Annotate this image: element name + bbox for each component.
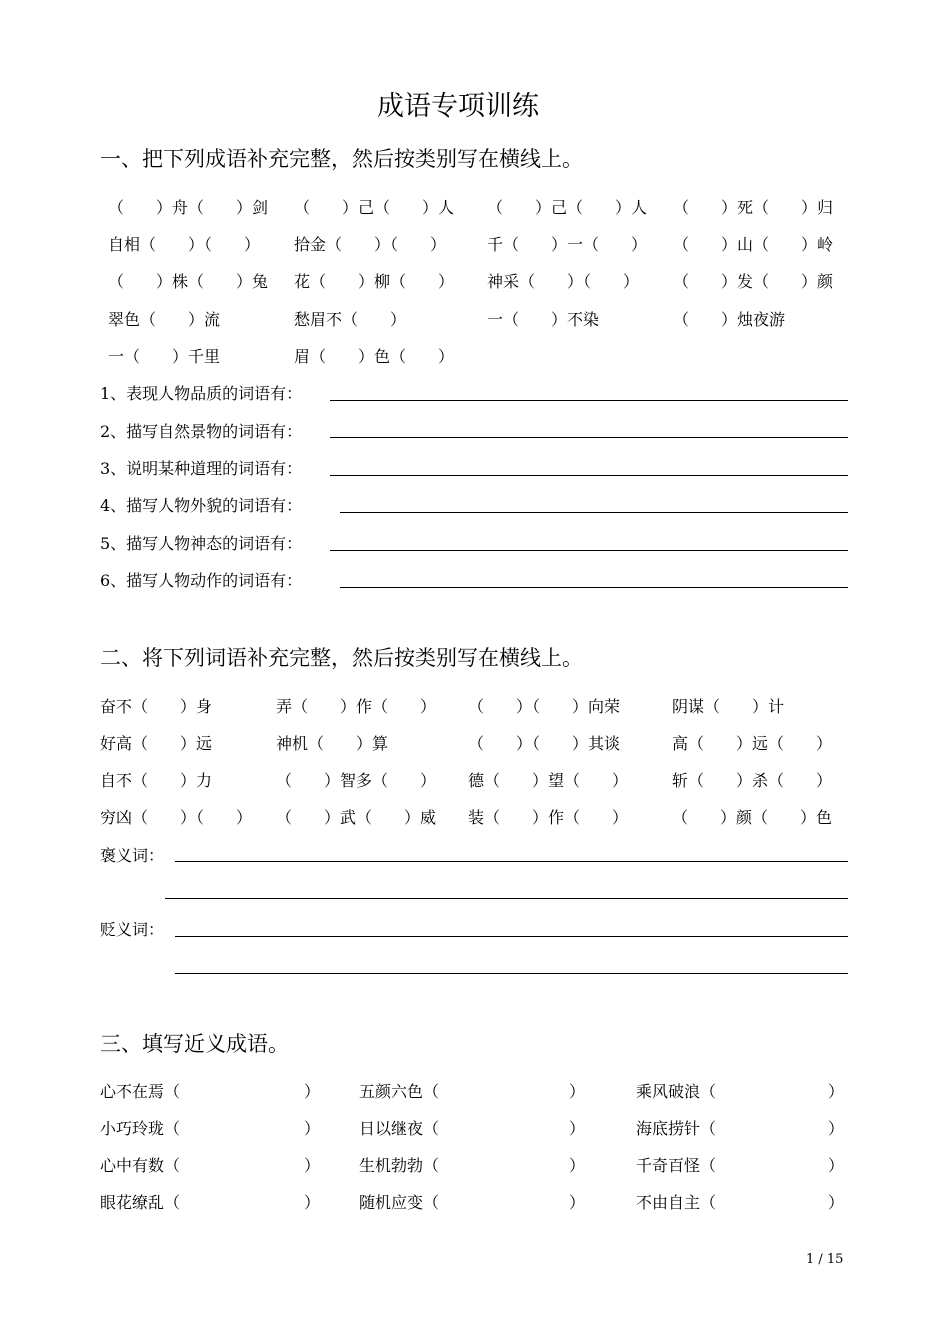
- idiom-blank: （ ）（ ）其谈: [468, 734, 621, 753]
- idiom-blank: 一（ ）千里: [108, 347, 221, 366]
- category-label: 5、描写人物神态的词语有：: [100, 534, 303, 553]
- synonym-prompt: 海底捞针（: [636, 1119, 717, 1138]
- close-paren: ）: [304, 1082, 321, 1101]
- category-label: 6、描写人物动作的词语有：: [100, 571, 303, 590]
- idiom-blank: 好高（ ）远: [100, 734, 213, 753]
- synonym-prompt: 生机勃勃（: [359, 1156, 440, 1175]
- idiom-blank: 眉（ ）色（ ）: [294, 347, 455, 366]
- synonym-prompt: 不由自主（: [636, 1193, 717, 1212]
- answer-line[interactable]: [330, 437, 848, 438]
- idiom-blank: 斩（ ）杀（ ）: [672, 771, 833, 790]
- category-label: 3、说明某种道理的词语有：: [100, 459, 303, 478]
- idiom-blank: 高（ ）远（ ）: [672, 734, 833, 753]
- idiom-blank: 神机（ ）算: [276, 734, 389, 753]
- idiom-blank: 千（ ）一（ ）: [487, 235, 648, 254]
- idiom-blank: 愁眉不（ ）: [294, 310, 407, 329]
- idiom-blank: 自不（ ）力: [100, 771, 213, 790]
- synonym-prompt: 千奇百怪（: [636, 1156, 717, 1175]
- synonym-prompt: 眼花缭乱（: [100, 1193, 181, 1212]
- category-label: 1、表现人物品质的词语有：: [100, 384, 303, 403]
- section-1-heading: 一、把下列成语补充完整，然后按类别写在横线上。: [100, 147, 583, 171]
- answer-line[interactable]: [175, 973, 848, 974]
- synonym-prompt: 乘风破浪（: [636, 1082, 717, 1101]
- idiom-blank: （ ）株（ ）兔: [108, 272, 269, 291]
- section-2-heading: 二、将下列词语补充完整，然后按类别写在横线上。: [100, 646, 583, 670]
- synonym-prompt: 心不在焉（: [100, 1082, 181, 1101]
- idiom-blank: 奋不（ ）身: [100, 697, 213, 716]
- page-number: 1 / 15: [806, 1252, 844, 1267]
- answer-line[interactable]: [340, 587, 848, 588]
- idiom-blank: 装（ ）作（ ）: [468, 808, 629, 827]
- close-paren: ）: [569, 1193, 586, 1212]
- close-paren: ）: [828, 1082, 845, 1101]
- idiom-blank: （ ）死（ ）归: [673, 198, 834, 217]
- idiom-blank: 翠色（ ）流: [108, 310, 221, 329]
- answer-line[interactable]: [330, 475, 848, 476]
- section-3-heading: 三、填写近义成语。: [100, 1032, 289, 1056]
- synonym-prompt: 随机应变（: [359, 1193, 440, 1212]
- idiom-blank: （ ）舟（ ）剑: [108, 198, 269, 217]
- idiom-blank: （ ）发（ ）颜: [673, 272, 834, 291]
- answer-line[interactable]: [175, 936, 848, 937]
- close-paren: ）: [828, 1119, 845, 1138]
- synonym-prompt: 小巧玲珑（: [100, 1119, 181, 1138]
- answer-line[interactable]: [175, 861, 848, 862]
- answer-line[interactable]: [330, 550, 848, 551]
- idiom-blank: 拾金（ ）（ ）: [294, 235, 447, 254]
- close-paren: ）: [569, 1156, 586, 1175]
- page-title: 成语专项训练: [377, 91, 539, 122]
- close-paren: ）: [304, 1119, 321, 1138]
- close-paren: ）: [569, 1119, 586, 1138]
- synonym-prompt: 日以继夜（: [359, 1119, 440, 1138]
- close-paren: ）: [828, 1193, 845, 1212]
- close-paren: ）: [304, 1193, 321, 1212]
- idiom-blank: （ ）颜（ ）色: [672, 808, 833, 827]
- close-paren: ）: [304, 1156, 321, 1175]
- close-paren: ）: [828, 1156, 845, 1175]
- idiom-blank: 自相（ ）（ ）: [108, 235, 261, 254]
- idiom-blank: 德（ ）望（ ）: [468, 771, 629, 790]
- answer-line[interactable]: [330, 400, 848, 401]
- idiom-blank: （ ）己（ ）人: [487, 198, 648, 217]
- answer-line[interactable]: [340, 512, 848, 513]
- category-label: 4、描写人物外貌的词语有：: [100, 496, 303, 515]
- idiom-blank: （ ）山（ ）岭: [673, 235, 834, 254]
- idiom-blank: 穷凶（ ）（ ）: [100, 808, 253, 827]
- positive-words-label: 褒义词：: [100, 846, 165, 865]
- negative-words-label: 贬义词：: [100, 920, 165, 939]
- synonym-prompt: 五颜六色（: [359, 1082, 440, 1101]
- idiom-blank: 花（ ）柳（ ）: [294, 272, 455, 291]
- idiom-blank: 神采（ ）（ ）: [487, 272, 640, 291]
- answer-line[interactable]: [165, 898, 848, 899]
- category-label: 2、描写自然景物的词语有：: [100, 422, 303, 441]
- synonym-prompt: 心中有数（: [100, 1156, 181, 1175]
- idiom-blank: （ ）智多（ ）: [276, 771, 437, 790]
- idiom-blank: （ ）（ ）向荣: [468, 697, 621, 716]
- idiom-blank: （ ）烛夜游: [673, 310, 786, 329]
- idiom-blank: （ ）武（ ）威: [276, 808, 437, 827]
- idiom-blank: 弄（ ）作（ ）: [276, 697, 437, 716]
- idiom-blank: 一（ ）不染: [487, 310, 600, 329]
- close-paren: ）: [569, 1082, 586, 1101]
- idiom-blank: （ ）己（ ）人: [294, 198, 455, 217]
- idiom-blank: 阴谋（ ）计: [672, 697, 785, 716]
